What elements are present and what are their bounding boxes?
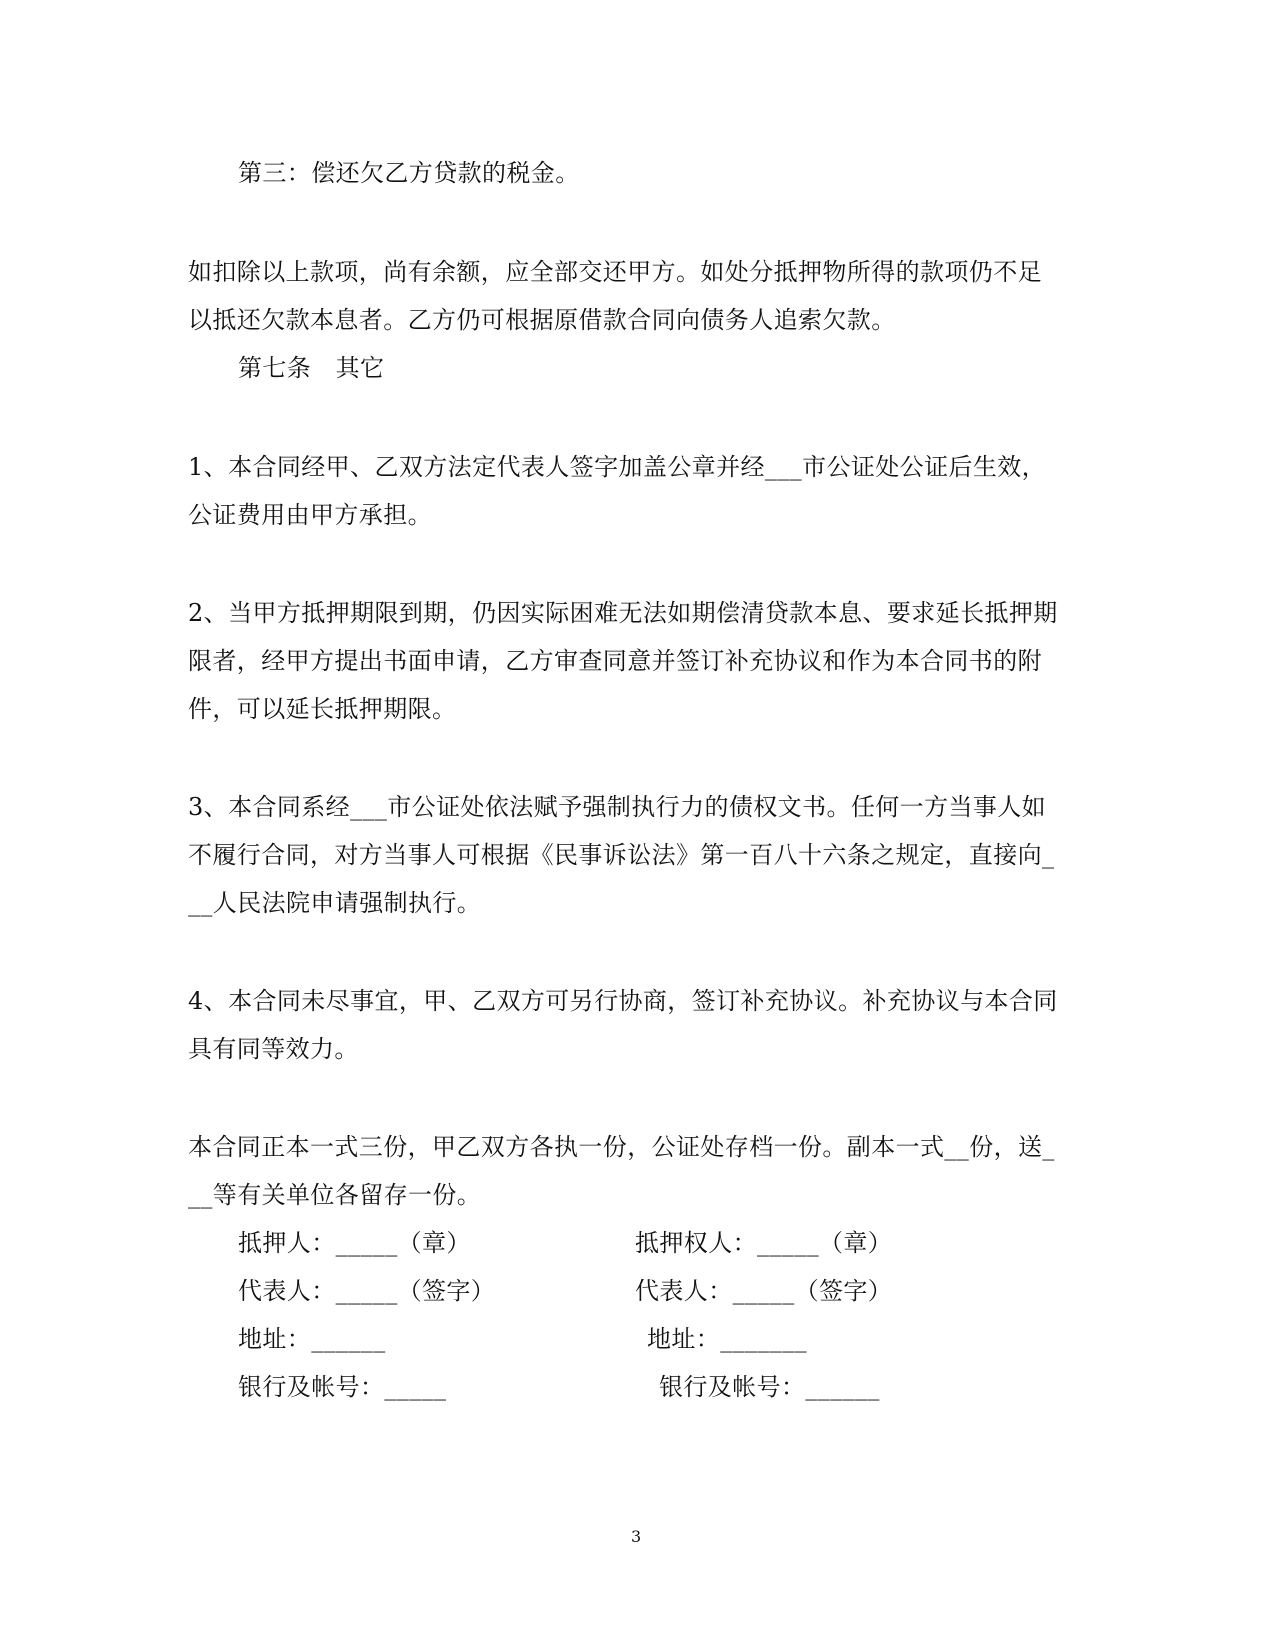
page-number: 3 bbox=[631, 1527, 642, 1546]
item-2-line-1: 2、当甲方抵押期限到期，仍因实际困难无法如期偿清贷款本息、要求延长抵押期 bbox=[188, 599, 1058, 627]
item-2-line-2: 限者，经甲方提出书面申请，乙方审查同意并签订补充协议和作为本合同书的附 bbox=[188, 647, 1042, 675]
item-3-line-1: 3、本合同系经___市公证处依法赋予强制执行力的债权文书。任何一方当事人如 bbox=[188, 793, 1047, 821]
clause-third-repayment-tax: 第三：偿还欠乙方贷款的税金。 bbox=[238, 159, 580, 187]
item-1-line-2: 公证费用由甲方承担。 bbox=[188, 501, 432, 529]
copies-paragraph-line-2: __等有关单位各留存一份。 bbox=[188, 1181, 482, 1209]
item-1-line-1: 1、本合同经甲、乙双方法定代表人签字加盖公章并经___市公证处公证后生效， bbox=[188, 453, 1047, 481]
item-4-line-2: 具有同等效力。 bbox=[188, 1035, 359, 1063]
item-4-line-1: 4、本合同未尽事宜，甲、乙双方可另行协商，签订补充协议。补充协议与本合同 bbox=[188, 987, 1058, 1015]
signature-mortgagor-bank-account: 银行及帐号：_____ bbox=[238, 1373, 447, 1401]
paragraph-balance-line-2: 以抵还欠款本息者。乙方仍可根据原借款合同向债务人追索欠款。 bbox=[188, 306, 896, 334]
copies-paragraph-line-1: 本合同正本一式三份，甲乙双方各执一份，公证处存档一份。副本一式__份，送_ bbox=[188, 1133, 1055, 1161]
signature-mortgagee-representative: 代表人：_____（签字） bbox=[635, 1277, 893, 1305]
item-2-line-3: 件，可以延长抵押期限。 bbox=[188, 695, 457, 723]
signature-mortgagor-seal: 抵押人：_____（章） bbox=[238, 1229, 471, 1257]
signature-mortgagor-address: 地址：______ bbox=[238, 1325, 386, 1353]
paragraph-balance-line-1: 如扣除以上款项，尚有余额，应全部交还甲方。如处分抵押物所得的款项仍不足 bbox=[188, 258, 1042, 286]
item-3-line-2: 不履行合同，对方当事人可根据《民事诉讼法》第一百八十六条之规定，直接向_ bbox=[188, 841, 1055, 869]
signature-mortgagee-address: 地址：_______ bbox=[647, 1325, 807, 1353]
signature-mortgagor-representative: 代表人：_____（签字） bbox=[238, 1277, 496, 1305]
article-seven-heading: 第七条 其它 bbox=[238, 354, 385, 382]
item-3-line-3: __人民法院申请强制执行。 bbox=[188, 889, 482, 917]
signature-mortgagee-seal: 抵押权人：_____（章） bbox=[635, 1229, 893, 1257]
signature-mortgagee-bank-account: 银行及帐号：______ bbox=[659, 1373, 880, 1401]
